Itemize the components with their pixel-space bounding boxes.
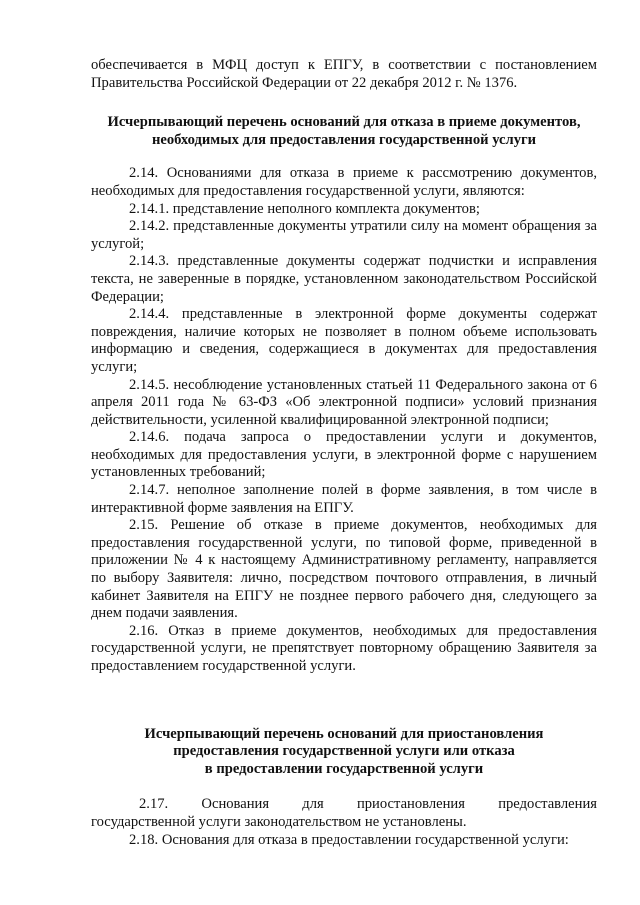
heading-line: Исчерпывающий перечень оснований для отказа в приеме документов,: [107, 114, 581, 131]
paragraph-2-17-first-line: [91, 796, 597, 814]
section-body-refusal-acceptance: [91, 165, 597, 675]
paragraph-2-14: 2.14. Основаниями для отказа в приеме к рассмотрению документов, необходимых для предоставления государственной услуги, являются:: [91, 165, 597, 199]
heading-line: Исчерпывающий перечень оснований для приостановления: [144, 725, 544, 742]
word: приостановления: [356, 796, 465, 813]
heading-line: необходимых для предоставления государственной услуги: [151, 131, 537, 148]
paragraph-2-17: [91, 796, 597, 831]
heading-line: в предоставлении государственной услуги: [204, 760, 484, 777]
paragraph-2-15: 2.15. Решение об отказе в приеме документов, необходимых для предоставления государственной услуги, по типовой форме, приведенной в приложении № 4 к настоящему Административному регламенту, направляется по выбору Заявителя: лично, посредством почтового отправления, в личный кабинет Заявителя на ЕПГУ не позднее первого рабочего дня, следующего за днем подачи заявления.: [91, 517, 597, 622]
intro-paragraph: обеспечивается в МФЦ доступ к ЕПГУ, в соответствии с постановлением Правительства Российской Федерации от 22 декабря 2012 г. № 1376.: [91, 57, 597, 91]
paragraph-2-14-6: 2.14.6. подача запроса о предоставлении услуги и документов, необходимых для предоставления услуги, в электронной форме с нарушением установленных требований;: [91, 429, 597, 481]
section-heading-suspension-refusal: [91, 726, 597, 779]
paragraph-2-18: 2.18. Основания для отказа в предоставлении государственной услуги:: [129, 831, 569, 848]
section-heading-refusal-acceptance: [91, 114, 597, 149]
spacer: [91, 676, 597, 726]
paragraph-2-14-4: 2.14.4. представленные в электронной форме документы содержат повреждения, наличие которых не позволяет в полном объеме использовать информацию и сведения, содержащиеся в документах для предоставления услуги;: [91, 306, 597, 375]
paragraph-2-14-3: 2.14.3. представленные документы содержат подчистки и исправления текста, не заверенные в порядке, установленном законодательством Российской Федерации;: [91, 253, 597, 305]
document-page: [91, 57, 597, 849]
word: 2.17.: [139, 796, 169, 813]
spacer: [91, 149, 597, 165]
paragraph-2-16: 2.16. Отказ в приеме документов, необходимых для предоставления государственной услуги, не препятствует повторному обращению Заявителя за предоставлением государственной услуги.: [91, 622, 597, 674]
word: предоставления: [498, 796, 597, 813]
paragraph-2-14-1: 2.14.1. представление неполного комплекта документов;: [129, 200, 480, 217]
paragraph-2-14-5: 2.14.5. несоблюдение установленных статьей 11 Федерального закона от 6 апреля 2011 года № 63-ФЗ «Об электронной подписи» условий признания действительности, усиленной квалифицированной электронной подписи;: [91, 376, 597, 428]
spacer: [91, 92, 597, 114]
paragraph-2-14-2: 2.14.2. представленные документы утратили силу на момент обращения за услугой;: [91, 218, 597, 252]
paragraph-2-17-rest: государственной услуги законодательством не установлены.: [91, 813, 467, 830]
paragraph-2-14-7: 2.14.7. неполное заполнение полей в форме заявления, в том числе в интерактивной форме заявления на ЕПГУ.: [91, 482, 597, 516]
heading-line: предоставления государственной услуги или отказа: [173, 743, 515, 760]
word: для: [302, 796, 324, 813]
word: Основания: [201, 796, 270, 813]
spacer: [91, 778, 597, 796]
